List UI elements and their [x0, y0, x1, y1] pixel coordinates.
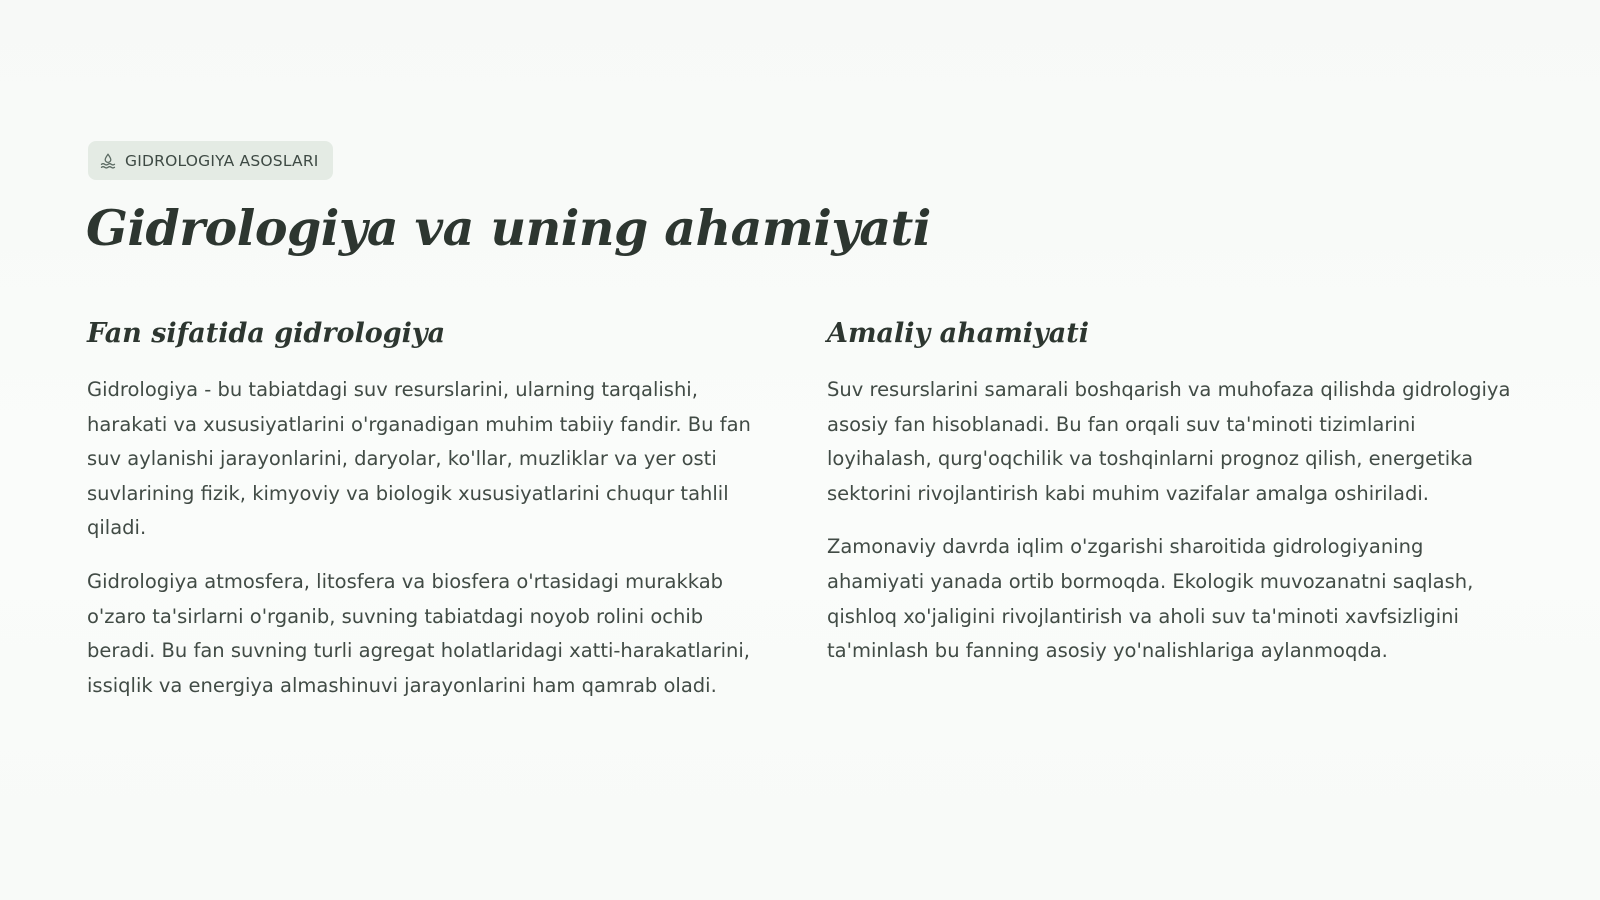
water-drop-icon	[99, 152, 117, 170]
column-heading: Amaliy ahamiyati	[827, 318, 1089, 349]
column-heading: Fan sifatida gidrologiya	[87, 318, 446, 349]
paragraph: Gidrologiya atmosfera, litosfera va biosfera o'rtasidagi murakkab o'zaro ta'sirlarni o'rganib, suvning tabiatdagi noyob rolini ochib beradi. Bu fan suvning turli agregat holatlaridagi xatti-harakatlarini, issiqlik va energiya almashinuvi jarayonlarini ham qamrab oladi.	[87, 569, 751, 697]
paragraph: Gidrologiya - bu tabiatdagi suv resurslarini, ularning tarqalishi, harakati va xususiyatlarini o'rganadigan muhim tabiiy fandir. Bu fan suv aylanishi jarayonlarini, daryolar, ko'llar, muzliklar va yer osti suvlarining fizik, kimyoviy va biologik xususiyatlarini chuqur tahlil qiladi.	[87, 378, 751, 540]
section-badge	[88, 141, 333, 180]
paragraph: Suv resurslarini samarali boshqarish va muhofaza qilishda gidrologiya asosiy fan hisoblanadi. Bu fan orqali suv ta'minoti tizimlarini loyihalash, qurg'oqchilik va toshqinlarni prognoz qilish, energetika sektorini rivojlantirish kabi muhim vazifalar amalga oshiriladi.	[827, 378, 1511, 505]
column-science	[87, 312, 777, 703]
page-title: Gidrologiya va uning ahamiyati	[86, 199, 931, 257]
paragraph: Zamonaviy davrda iqlim o'zgarishi sharoitida gidrologiyaning ahamiyati yanada ortib bormoqda. Ekologik muvozanatni saqlash, qishloq xo'jaligini rivojlantirish va aholi suv ta'minoti xavfsizligini ta'minlash bu fanning asosiy yo'nalishlariga aylanmoqda.	[827, 535, 1474, 663]
column-practical	[827, 312, 1517, 669]
badge-label: GIDROLOGIYA ASOSLARI	[125, 151, 319, 170]
